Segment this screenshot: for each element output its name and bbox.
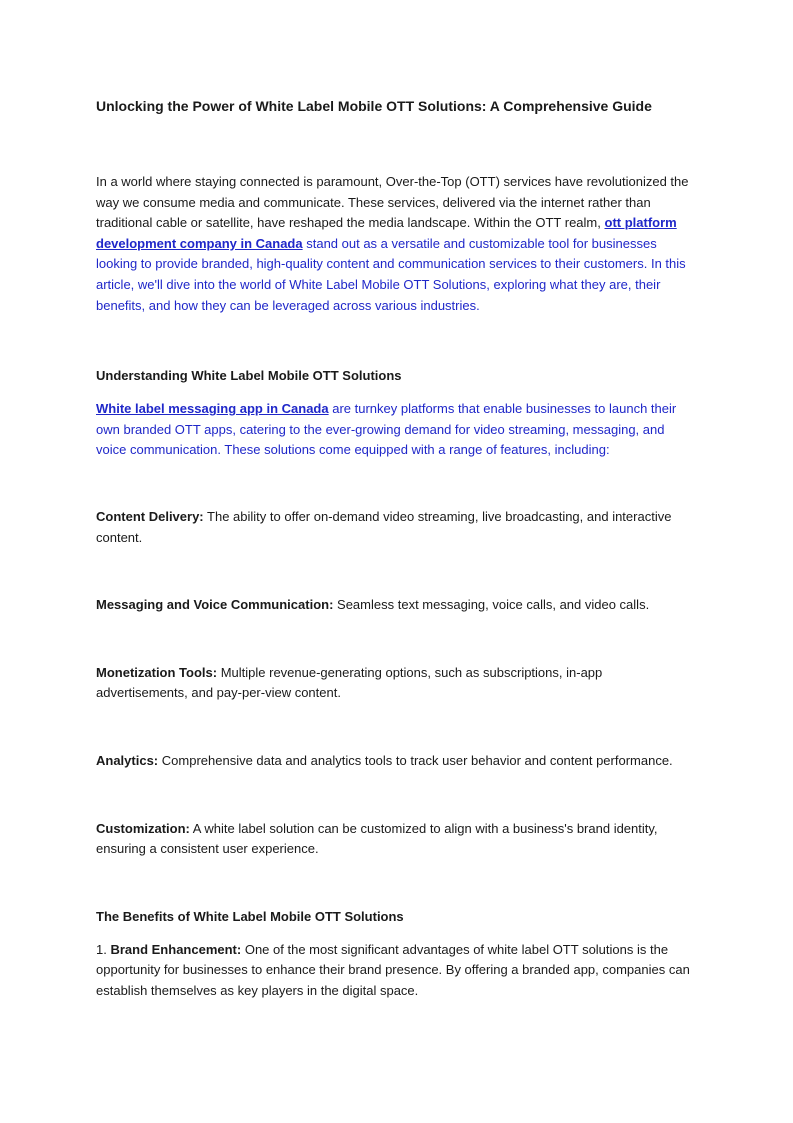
section1-paragraph <box>96 399 696 461</box>
document-page <box>96 96 696 1001</box>
feature-label: Content Delivery: <box>96 508 204 524</box>
feature-item <box>96 751 696 772</box>
intro-text-after: stand out as a versatile and customizable tool for businesses looking to provide branded, high-quality content and communication services to their customers. In this article, we'll dive into the world of White Label Mobile OTT Solutions, exploring what they are, their benefits, and how they can be leveraged across various industries. <box>96 235 686 313</box>
feature-text: The ability to offer on-demand video streaming, live broadcasting, and interactive content. <box>96 508 672 545</box>
feature-item <box>96 595 696 616</box>
benefit-label: Brand Enhancement: <box>110 941 242 957</box>
intro-text: In a world where staying connected is paramount, Over-the-Top (OTT) services have revolutionized the way we consume media and communicate. These services, delivered via the internet rather than traditional cable or satellite, have reshaped the media landscape. Within the OTT realm, <box>96 174 689 231</box>
section-heading-benefits: The Benefits of White Label Mobile OTT Solutions <box>96 908 404 924</box>
feature-label: Monetization Tools: <box>96 664 218 680</box>
feature-label: Messaging and Voice Communication: <box>96 597 334 613</box>
benefit-number: 1. <box>96 941 107 957</box>
benefit-text: One of the most significant advantages of white label OTT solutions is the opportunity for businesses to enhance their brand presence. By offering a branded app, companies can establish themselves as key players in the digital space. <box>96 941 690 998</box>
feature-item <box>96 663 696 704</box>
feature-text: Multiple revenue-generating options, such as subscriptions, in-app advertisements, and pay-per-view content. <box>96 664 603 701</box>
feature-text: A white label solution can be customized to align with a business's brand identity, ensuring a consistent user experience. <box>96 820 658 857</box>
feature-label: Customization: <box>96 820 190 836</box>
benefit-item <box>96 940 696 1002</box>
intro-paragraph <box>96 172 696 316</box>
section-heading-understanding: Understanding White Label Mobile OTT Solutions <box>96 368 402 384</box>
ott-platform-link[interactable]: ott platform development company in Canada <box>96 215 677 251</box>
feature-item <box>96 819 696 860</box>
feature-item <box>96 507 696 548</box>
feature-text: Seamless text messaging, voice calls, and video calls. <box>337 597 650 613</box>
feature-text: Comprehensive data and analytics tools to track user behavior and content performance. <box>161 752 673 768</box>
document-title: Unlocking the Power of White Label Mobile OTT Solutions: A Comprehensive Guide <box>96 98 652 114</box>
feature-label: Analytics: <box>96 752 159 768</box>
white-label-messaging-link[interactable]: White label messaging app in Canada <box>96 401 329 417</box>
section1-text: are turnkey platforms that enable businesses to launch their own branded OTT apps, catering to the ever-growing demand for video streaming, messaging, and voice communication. These solutions come equipped with a range of features, including: <box>96 401 677 458</box>
